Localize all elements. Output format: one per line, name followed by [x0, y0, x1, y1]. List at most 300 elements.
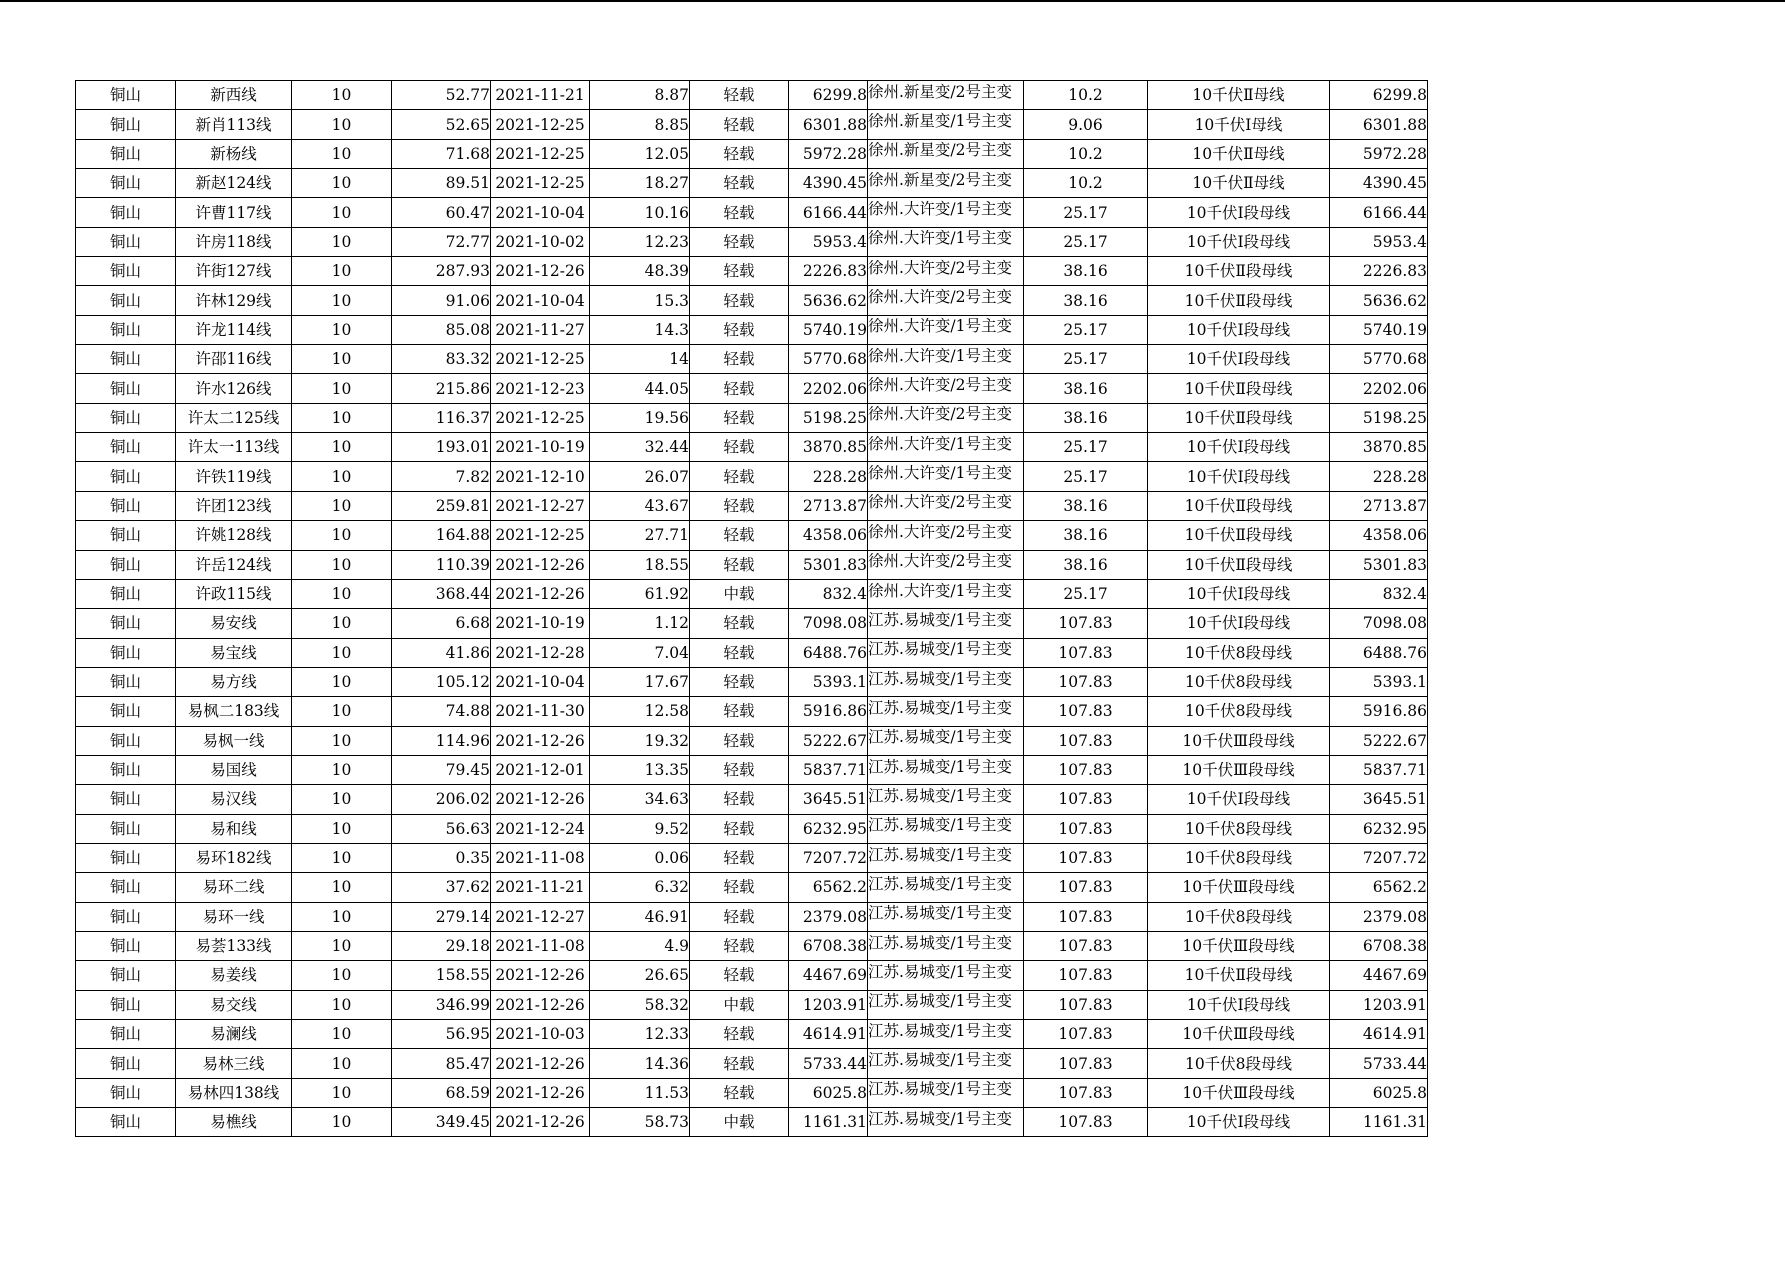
current-cell: 206.02 — [392, 785, 491, 814]
substation-text: 徐州.大许变/1号主变 — [868, 229, 1013, 248]
busbar-cell: 10千伏Ⅰ段母线 — [1148, 462, 1330, 491]
capacity-cell: 5837.71 — [1330, 755, 1428, 784]
line-name-cell: 许曹117线 — [176, 198, 292, 227]
capacity-cell: 5740.19 — [1330, 315, 1428, 344]
substation-text: 江苏.易城变/1号主变 — [868, 933, 1013, 952]
substation-text: 江苏.易城变/1号主变 — [868, 1109, 1013, 1128]
load-rate-cell: 34.63 — [590, 785, 690, 814]
table-row — [76, 638, 1428, 667]
district-cell: 铜山 — [76, 638, 176, 667]
substation-cell — [868, 81, 1024, 110]
substation-text: 徐州.大许变/2号主变 — [868, 493, 1013, 512]
substation-cell — [868, 227, 1024, 256]
district-cell: 铜山 — [76, 755, 176, 784]
substation-cell — [868, 843, 1024, 872]
transformer-load-cell: 10.2 — [1024, 139, 1148, 168]
spare-capacity-cell: 6488.76 — [789, 638, 868, 667]
capacity-cell: 7098.08 — [1330, 609, 1428, 638]
load-rate-cell: 0.06 — [590, 843, 690, 872]
current-cell: 52.77 — [392, 81, 491, 110]
current-cell: 60.47 — [392, 198, 491, 227]
date-cell: 2021-12-26 — [491, 550, 590, 579]
load-rate-cell: 48.39 — [590, 257, 690, 286]
district-cell: 铜山 — [76, 491, 176, 520]
load-rate-cell: 61.92 — [590, 579, 690, 608]
busbar-cell: 10千伏8段母线 — [1148, 814, 1330, 843]
date-cell: 2021-12-10 — [491, 462, 590, 491]
spare-capacity-cell: 1203.91 — [789, 990, 868, 1019]
spare-capacity-cell: 4390.45 — [789, 169, 868, 198]
transformer-load-cell: 10.2 — [1024, 81, 1148, 110]
current-cell: 0.35 — [392, 843, 491, 872]
substation-cell — [868, 345, 1024, 374]
current-cell: 29.18 — [392, 931, 491, 960]
voltage-cell: 10 — [292, 1108, 392, 1137]
line-name-cell: 易林四138线 — [176, 1078, 292, 1107]
voltage-cell: 10 — [292, 374, 392, 403]
current-cell: 215.86 — [392, 374, 491, 403]
table-row — [76, 257, 1428, 286]
voltage-cell: 10 — [292, 81, 392, 110]
voltage-cell: 10 — [292, 521, 392, 550]
load-status-cell: 轻载 — [690, 345, 789, 374]
voltage-cell: 10 — [292, 345, 392, 374]
date-cell: 2021-12-27 — [491, 902, 590, 931]
transformer-load-cell: 107.83 — [1024, 638, 1148, 667]
substation-text: 江苏.易城变/1号主变 — [868, 904, 1013, 923]
district-cell: 铜山 — [76, 345, 176, 374]
substation-text: 徐州.大许变/2号主变 — [868, 376, 1013, 395]
capacity-cell: 3870.85 — [1330, 433, 1428, 462]
district-cell: 铜山 — [76, 579, 176, 608]
transformer-load-cell: 107.83 — [1024, 990, 1148, 1019]
page-top-rule — [0, 0, 1785, 2]
table-row — [76, 139, 1428, 168]
transformer-load-cell: 38.16 — [1024, 403, 1148, 432]
current-cell: 85.47 — [392, 1049, 491, 1078]
load-rate-cell: 12.33 — [590, 1020, 690, 1049]
substation-cell — [868, 609, 1024, 638]
date-cell: 2021-12-26 — [491, 726, 590, 755]
busbar-cell: 10千伏Ⅱ母线 — [1148, 81, 1330, 110]
substation-text: 江苏.易城变/1号主变 — [868, 962, 1013, 981]
current-cell: 368.44 — [392, 579, 491, 608]
spare-capacity-cell: 5393.1 — [789, 667, 868, 696]
busbar-cell: 10千伏Ⅰ段母线 — [1148, 345, 1330, 374]
district-cell: 铜山 — [76, 315, 176, 344]
current-cell: 7.82 — [392, 462, 491, 491]
busbar-cell: 10千伏Ⅱ母线 — [1148, 139, 1330, 168]
table-row — [76, 1108, 1428, 1137]
spare-capacity-cell: 4614.91 — [789, 1020, 868, 1049]
busbar-cell: 10千伏Ⅲ段母线 — [1148, 755, 1330, 784]
load-status-cell: 轻载 — [690, 374, 789, 403]
substation-cell — [868, 697, 1024, 726]
voltage-cell: 10 — [292, 315, 392, 344]
current-cell: 85.08 — [392, 315, 491, 344]
load-rate-cell: 58.32 — [590, 990, 690, 1019]
capacity-cell: 2713.87 — [1330, 491, 1428, 520]
voltage-cell: 10 — [292, 667, 392, 696]
spare-capacity-cell: 6299.8 — [789, 81, 868, 110]
voltage-cell: 10 — [292, 257, 392, 286]
load-rate-cell: 12.05 — [590, 139, 690, 168]
table-row — [76, 609, 1428, 638]
substation-cell — [868, 286, 1024, 315]
date-cell: 2021-12-23 — [491, 374, 590, 403]
line-name-cell: 许房118线 — [176, 227, 292, 256]
substation-cell — [868, 873, 1024, 902]
date-cell: 2021-11-08 — [491, 843, 590, 872]
table-row — [76, 403, 1428, 432]
district-cell: 铜山 — [76, 257, 176, 286]
date-cell: 2021-10-04 — [491, 667, 590, 696]
load-rate-cell: 10.16 — [590, 198, 690, 227]
district-cell: 铜山 — [76, 726, 176, 755]
substation-text: 江苏.易城变/1号主变 — [868, 640, 1013, 659]
substation-cell — [868, 1078, 1024, 1107]
substation-cell — [868, 931, 1024, 960]
date-cell: 2021-12-25 — [491, 521, 590, 550]
load-status-cell: 轻载 — [690, 667, 789, 696]
capacity-cell: 5222.67 — [1330, 726, 1428, 755]
spare-capacity-cell: 6708.38 — [789, 931, 868, 960]
substation-cell — [868, 169, 1024, 198]
current-cell: 287.93 — [392, 257, 491, 286]
date-cell: 2021-12-25 — [491, 403, 590, 432]
line-name-cell: 易枫一线 — [176, 726, 292, 755]
current-cell: 89.51 — [392, 169, 491, 198]
load-rate-cell: 13.35 — [590, 755, 690, 784]
voltage-cell: 10 — [292, 697, 392, 726]
table-row — [76, 315, 1428, 344]
capacity-cell: 5198.25 — [1330, 403, 1428, 432]
table-body — [76, 81, 1428, 1137]
table-row — [76, 902, 1428, 931]
substation-text: 江苏.易城变/1号主变 — [868, 816, 1013, 835]
capacity-cell: 228.28 — [1330, 462, 1428, 491]
district-cell: 铜山 — [76, 697, 176, 726]
district-cell: 铜山 — [76, 433, 176, 462]
spare-capacity-cell: 6232.95 — [789, 814, 868, 843]
busbar-cell: 10千伏8段母线 — [1148, 697, 1330, 726]
date-cell: 2021-10-04 — [491, 286, 590, 315]
substation-cell — [868, 579, 1024, 608]
voltage-cell: 10 — [292, 1078, 392, 1107]
busbar-cell: 10千伏Ⅰ段母线 — [1148, 433, 1330, 462]
busbar-cell: 10千伏Ⅰ段母线 — [1148, 227, 1330, 256]
load-status-cell: 轻载 — [690, 843, 789, 872]
table-row — [76, 345, 1428, 374]
busbar-cell: 10千伏8段母线 — [1148, 638, 1330, 667]
date-cell: 2021-12-26 — [491, 257, 590, 286]
capacity-cell: 5972.28 — [1330, 139, 1428, 168]
transformer-load-cell: 25.17 — [1024, 433, 1148, 462]
load-rate-cell: 43.67 — [590, 491, 690, 520]
transformer-load-cell: 107.83 — [1024, 609, 1148, 638]
substation-text: 江苏.易城变/1号主变 — [868, 610, 1013, 629]
busbar-cell: 10千伏Ⅱ段母线 — [1148, 961, 1330, 990]
capacity-cell: 6562.2 — [1330, 873, 1428, 902]
busbar-cell: 10千伏Ⅱ段母线 — [1148, 491, 1330, 520]
load-rate-cell: 8.87 — [590, 81, 690, 110]
table-row — [76, 491, 1428, 520]
transformer-load-cell: 107.83 — [1024, 873, 1148, 902]
substation-cell — [868, 550, 1024, 579]
capacity-cell: 4614.91 — [1330, 1020, 1428, 1049]
transformer-load-cell: 107.83 — [1024, 1020, 1148, 1049]
voltage-cell: 10 — [292, 198, 392, 227]
busbar-cell: 10千伏Ⅲ段母线 — [1148, 1020, 1330, 1049]
substation-text: 徐州.大许变/1号主变 — [868, 464, 1013, 483]
transformer-load-cell: 25.17 — [1024, 227, 1148, 256]
spare-capacity-cell: 6025.8 — [789, 1078, 868, 1107]
spare-capacity-cell: 832.4 — [789, 579, 868, 608]
spare-capacity-cell: 1161.31 — [789, 1108, 868, 1137]
current-cell: 74.88 — [392, 697, 491, 726]
voltage-cell: 10 — [292, 227, 392, 256]
substation-cell — [868, 961, 1024, 990]
line-name-cell: 许政115线 — [176, 579, 292, 608]
substation-cell — [868, 638, 1024, 667]
load-status-cell: 轻载 — [690, 873, 789, 902]
district-cell: 铜山 — [76, 843, 176, 872]
load-status-cell: 轻载 — [690, 139, 789, 168]
table-row — [76, 374, 1428, 403]
district-cell: 铜山 — [76, 667, 176, 696]
load-rate-cell: 11.53 — [590, 1078, 690, 1107]
spare-capacity-cell: 5916.86 — [789, 697, 868, 726]
substation-cell — [868, 110, 1024, 139]
line-name-cell: 易环二线 — [176, 873, 292, 902]
date-cell: 2021-12-26 — [491, 961, 590, 990]
transformer-load-cell: 38.16 — [1024, 550, 1148, 579]
load-status-cell: 轻载 — [690, 697, 789, 726]
busbar-cell: 10千伏8段母线 — [1148, 1049, 1330, 1078]
load-rate-cell: 44.05 — [590, 374, 690, 403]
current-cell: 52.65 — [392, 110, 491, 139]
capacity-cell: 2379.08 — [1330, 902, 1428, 931]
voltage-cell: 10 — [292, 961, 392, 990]
date-cell: 2021-12-26 — [491, 1108, 590, 1137]
voltage-cell: 10 — [292, 139, 392, 168]
load-status-cell: 轻载 — [690, 257, 789, 286]
date-cell: 2021-12-01 — [491, 755, 590, 784]
busbar-cell: 10千伏Ⅱ母线 — [1148, 169, 1330, 198]
load-status-cell: 轻载 — [690, 550, 789, 579]
substation-text: 徐州.新星变/1号主变 — [868, 112, 1013, 131]
date-cell: 2021-12-26 — [491, 579, 590, 608]
transformer-load-cell: 107.83 — [1024, 931, 1148, 960]
district-cell: 铜山 — [76, 931, 176, 960]
district-cell: 铜山 — [76, 873, 176, 902]
spare-capacity-cell: 4358.06 — [789, 521, 868, 550]
date-cell: 2021-11-21 — [491, 873, 590, 902]
load-rate-cell: 1.12 — [590, 609, 690, 638]
capacity-cell: 6708.38 — [1330, 931, 1428, 960]
load-rate-cell: 26.65 — [590, 961, 690, 990]
substation-cell — [868, 462, 1024, 491]
load-rate-cell: 26.07 — [590, 462, 690, 491]
current-cell: 56.95 — [392, 1020, 491, 1049]
substation-text: 江苏.易城变/1号主变 — [868, 728, 1013, 747]
load-rate-cell: 27.71 — [590, 521, 690, 550]
voltage-cell: 10 — [292, 403, 392, 432]
table-row — [76, 286, 1428, 315]
busbar-cell: 10千伏Ⅰ母线 — [1148, 110, 1330, 139]
load-rate-cell: 19.32 — [590, 726, 690, 755]
transformer-load-cell: 38.16 — [1024, 374, 1148, 403]
substation-cell — [868, 374, 1024, 403]
table-row — [76, 169, 1428, 198]
spare-capacity-cell: 2379.08 — [789, 902, 868, 931]
current-cell: 164.88 — [392, 521, 491, 550]
busbar-cell: 10千伏Ⅱ段母线 — [1148, 286, 1330, 315]
table-row — [76, 1049, 1428, 1078]
transformer-load-cell: 107.83 — [1024, 755, 1148, 784]
load-rate-cell: 14.3 — [590, 315, 690, 344]
date-cell: 2021-10-03 — [491, 1020, 590, 1049]
substation-text: 徐州.大许变/2号主变 — [868, 405, 1013, 424]
load-rate-cell: 17.67 — [590, 667, 690, 696]
district-cell: 铜山 — [76, 139, 176, 168]
district-cell: 铜山 — [76, 1049, 176, 1078]
date-cell: 2021-12-25 — [491, 345, 590, 374]
line-name-cell: 新杨线 — [176, 139, 292, 168]
load-rate-cell: 19.56 — [590, 403, 690, 432]
capacity-cell: 6166.44 — [1330, 198, 1428, 227]
district-cell: 铜山 — [76, 403, 176, 432]
spare-capacity-cell: 6562.2 — [789, 873, 868, 902]
date-cell: 2021-12-25 — [491, 169, 590, 198]
district-cell: 铜山 — [76, 110, 176, 139]
transformer-load-cell: 38.16 — [1024, 521, 1148, 550]
line-name-cell: 许铁119线 — [176, 462, 292, 491]
transformer-load-cell: 107.83 — [1024, 1108, 1148, 1137]
substation-cell — [868, 990, 1024, 1019]
capacity-cell: 4467.69 — [1330, 961, 1428, 990]
table-row — [76, 755, 1428, 784]
substation-cell — [868, 257, 1024, 286]
substation-text: 徐州.大许变/1号主变 — [868, 346, 1013, 365]
line-name-cell: 易和线 — [176, 814, 292, 843]
load-status-cell: 轻载 — [690, 491, 789, 520]
load-status-cell: 轻载 — [690, 403, 789, 432]
busbar-cell: 10千伏Ⅱ段母线 — [1148, 257, 1330, 286]
substation-text: 江苏.易城变/1号主变 — [868, 786, 1013, 805]
transformer-load-cell: 107.83 — [1024, 961, 1148, 990]
date-cell: 2021-12-25 — [491, 110, 590, 139]
substation-cell — [868, 902, 1024, 931]
voltage-cell: 10 — [292, 755, 392, 784]
spare-capacity-cell: 5972.28 — [789, 139, 868, 168]
current-cell: 279.14 — [392, 902, 491, 931]
load-status-cell: 轻载 — [690, 433, 789, 462]
line-name-cell: 许太二125线 — [176, 403, 292, 432]
line-name-cell: 易宝线 — [176, 638, 292, 667]
current-cell: 110.39 — [392, 550, 491, 579]
district-cell: 铜山 — [76, 198, 176, 227]
substation-cell — [868, 1049, 1024, 1078]
line-name-cell: 易国线 — [176, 755, 292, 784]
date-cell: 2021-12-26 — [491, 1049, 590, 1078]
substation-cell — [868, 315, 1024, 344]
transformer-load-cell: 107.83 — [1024, 1049, 1148, 1078]
district-cell: 铜山 — [76, 1020, 176, 1049]
load-rate-cell: 14 — [590, 345, 690, 374]
current-cell: 79.45 — [392, 755, 491, 784]
load-status-cell: 中载 — [690, 579, 789, 608]
substation-text: 徐州.新星变/2号主变 — [868, 82, 1013, 101]
load-rate-cell: 32.44 — [590, 433, 690, 462]
load-status-cell: 轻载 — [690, 1049, 789, 1078]
feeder-load-table — [75, 80, 1428, 1137]
voltage-cell: 10 — [292, 1020, 392, 1049]
substation-cell — [868, 198, 1024, 227]
table-row — [76, 550, 1428, 579]
load-rate-cell: 15.3 — [590, 286, 690, 315]
district-cell: 铜山 — [76, 462, 176, 491]
table-row — [76, 198, 1428, 227]
busbar-cell: 10千伏Ⅰ段母线 — [1148, 315, 1330, 344]
busbar-cell: 10千伏Ⅰ段母线 — [1148, 609, 1330, 638]
district-cell: 铜山 — [76, 81, 176, 110]
district-cell: 铜山 — [76, 374, 176, 403]
line-name-cell: 易樵线 — [176, 1108, 292, 1137]
load-status-cell: 轻载 — [690, 198, 789, 227]
transformer-load-cell: 107.83 — [1024, 667, 1148, 696]
table-row — [76, 697, 1428, 726]
current-cell: 346.99 — [392, 990, 491, 1019]
spare-capacity-cell: 3870.85 — [789, 433, 868, 462]
substation-text: 徐州.大许变/1号主变 — [868, 581, 1013, 600]
busbar-cell: 10千伏Ⅲ段母线 — [1148, 931, 1330, 960]
line-name-cell: 易环182线 — [176, 843, 292, 872]
voltage-cell: 10 — [292, 785, 392, 814]
load-rate-cell: 6.32 — [590, 873, 690, 902]
substation-text: 徐州.大许变/1号主变 — [868, 317, 1013, 336]
busbar-cell: 10千伏Ⅰ段母线 — [1148, 1108, 1330, 1137]
date-cell: 2021-12-27 — [491, 491, 590, 520]
spare-capacity-cell: 5733.44 — [789, 1049, 868, 1078]
date-cell: 2021-12-26 — [491, 1078, 590, 1107]
capacity-cell: 6488.76 — [1330, 638, 1428, 667]
spare-capacity-cell: 3645.51 — [789, 785, 868, 814]
current-cell: 6.68 — [392, 609, 491, 638]
capacity-cell: 2226.83 — [1330, 257, 1428, 286]
district-cell: 铜山 — [76, 286, 176, 315]
date-cell: 2021-11-21 — [491, 81, 590, 110]
date-cell: 2021-11-27 — [491, 315, 590, 344]
transformer-load-cell: 107.83 — [1024, 1078, 1148, 1107]
load-status-cell: 轻载 — [690, 902, 789, 931]
busbar-cell: 10千伏Ⅲ段母线 — [1148, 873, 1330, 902]
table-row — [76, 726, 1428, 755]
line-name-cell: 易荟133线 — [176, 931, 292, 960]
spare-capacity-cell: 6166.44 — [789, 198, 868, 227]
line-name-cell: 易汉线 — [176, 785, 292, 814]
busbar-cell: 10千伏Ⅱ段母线 — [1148, 403, 1330, 432]
load-status-cell: 轻载 — [690, 169, 789, 198]
substation-cell — [868, 1020, 1024, 1049]
load-rate-cell: 4.9 — [590, 931, 690, 960]
date-cell: 2021-10-02 — [491, 227, 590, 256]
busbar-cell: 10千伏Ⅲ段母线 — [1148, 726, 1330, 755]
voltage-cell: 10 — [292, 843, 392, 872]
current-cell: 158.55 — [392, 961, 491, 990]
capacity-cell: 6232.95 — [1330, 814, 1428, 843]
current-cell: 349.45 — [392, 1108, 491, 1137]
